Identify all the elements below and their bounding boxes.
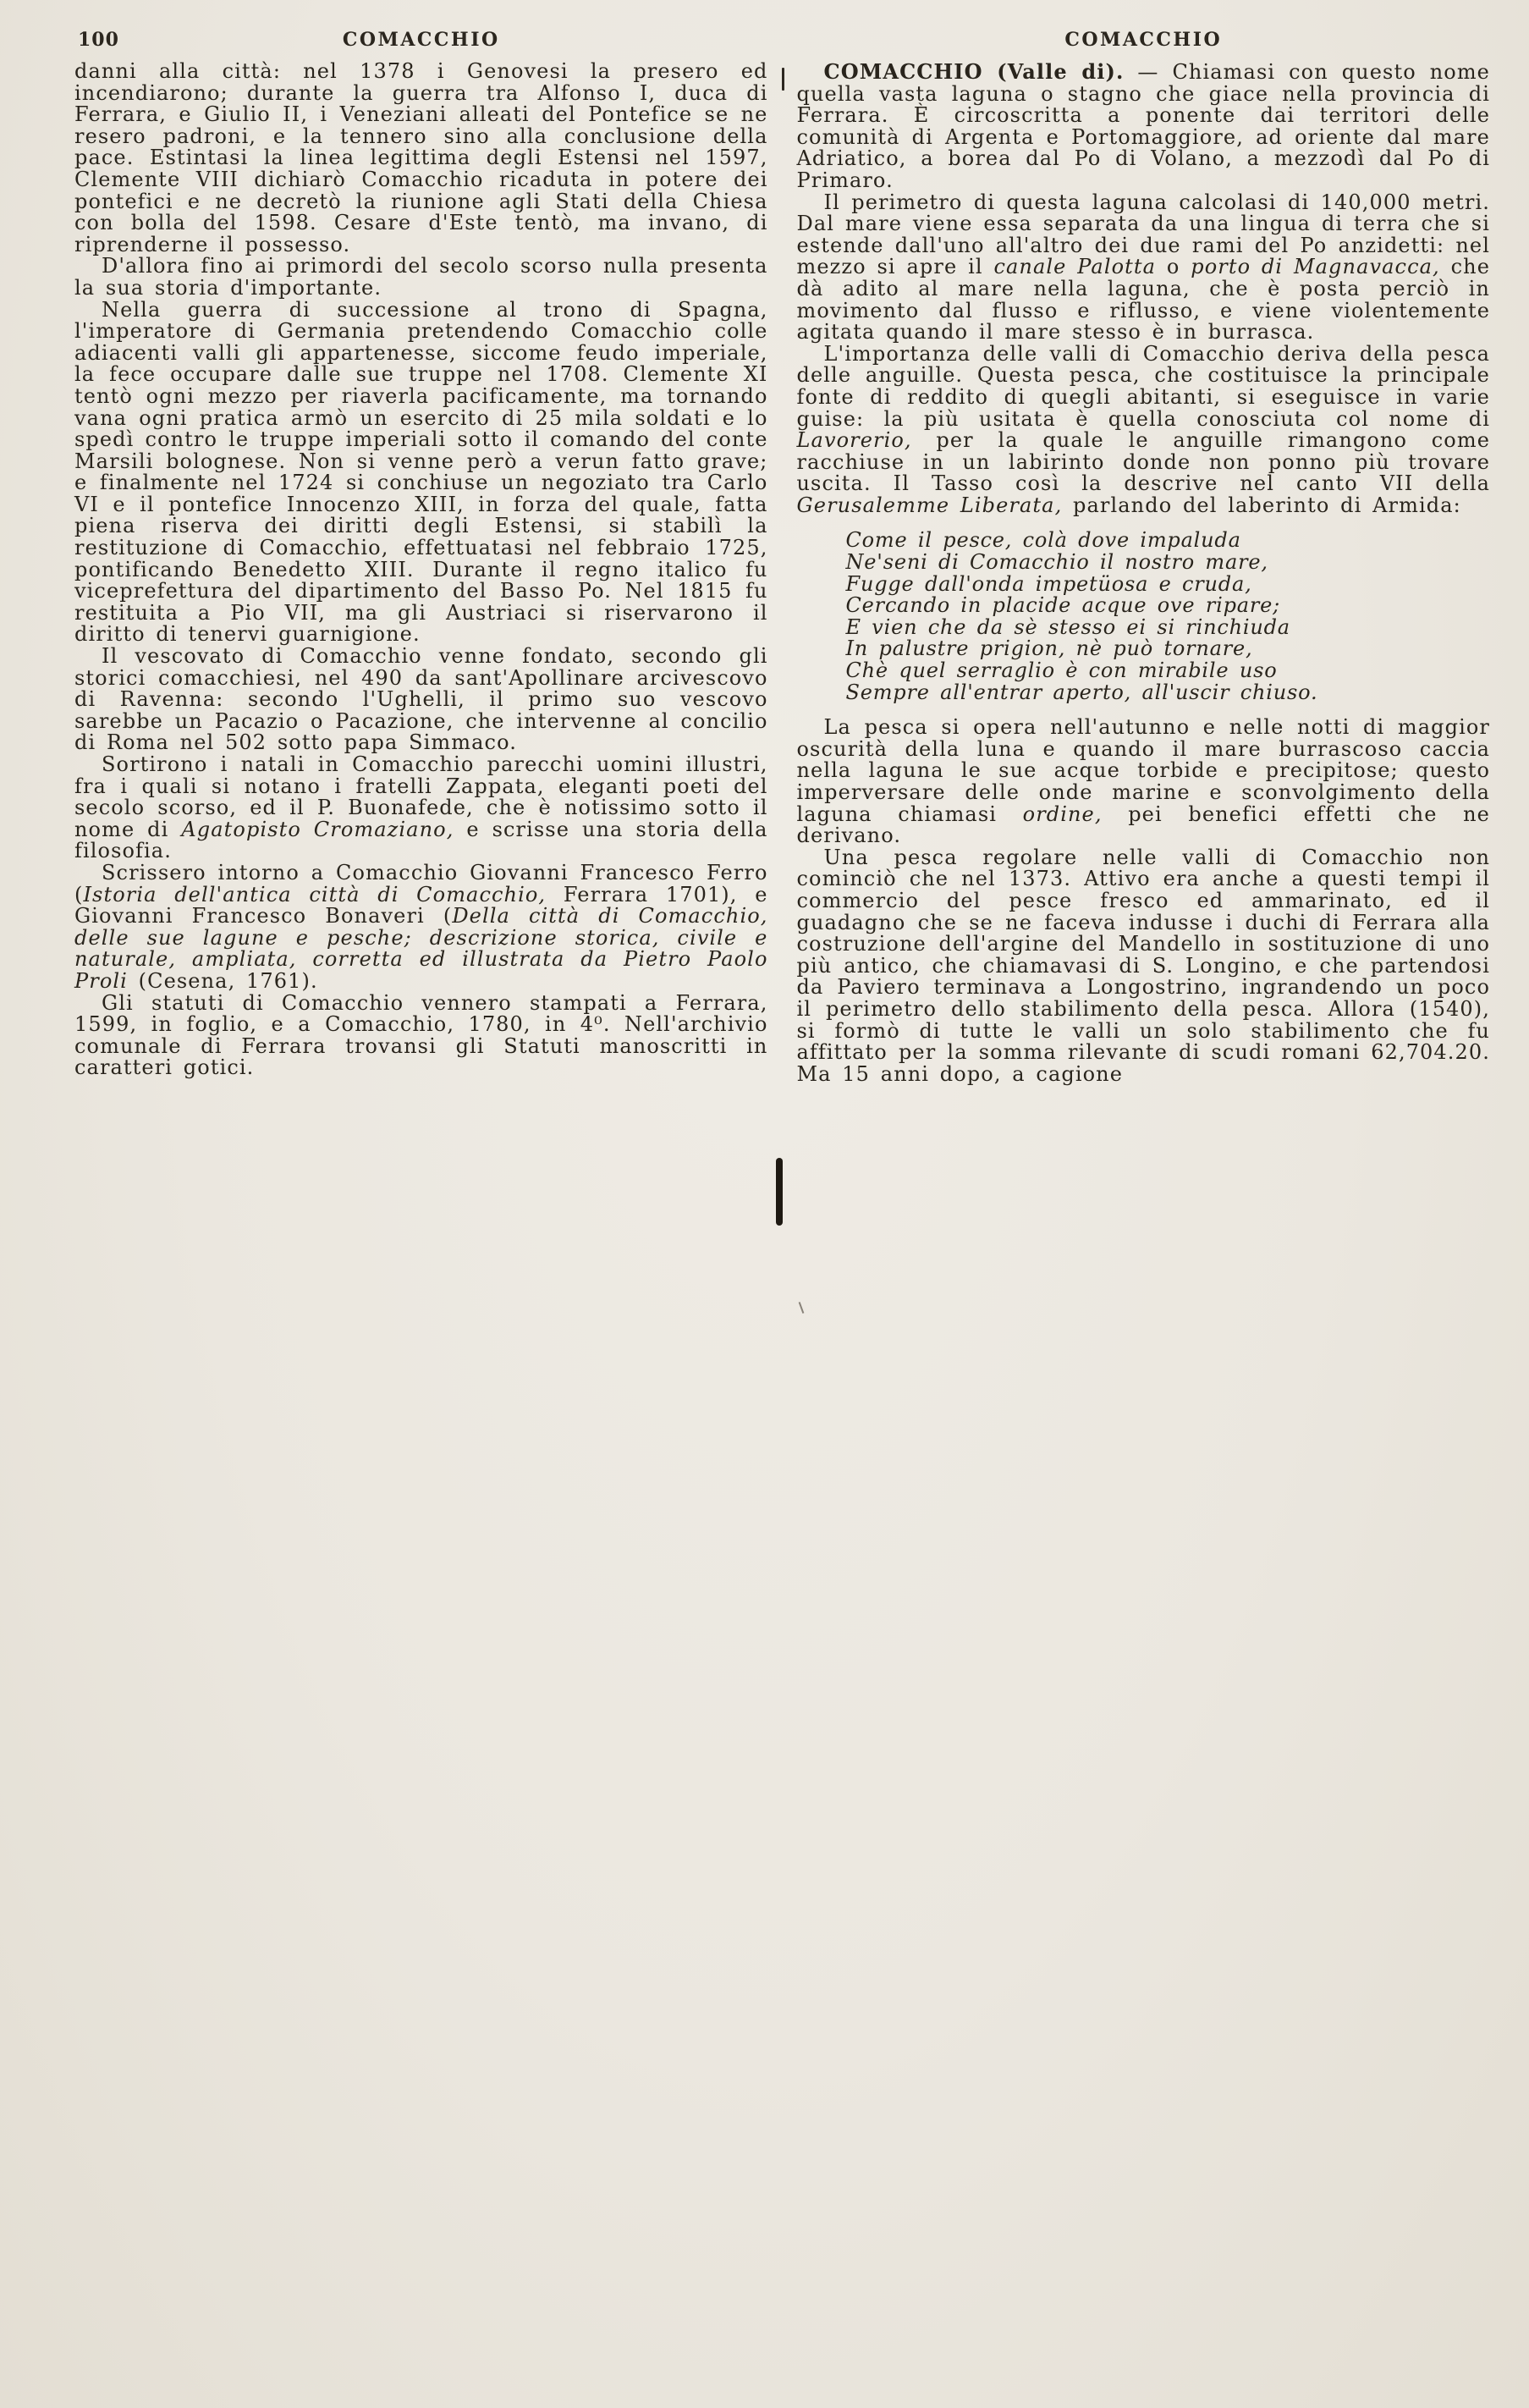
text-run: Il perimetro di questa laguna calcolasi di 140,000 metri. Dal mare viene essa separata da una lingua di terra che si estende dall'uno all'altro dei due rami del Po anzidetti: nel mezzo si apre il — [796, 190, 1490, 279]
text-run: Scrissero intorno a Comacchio Giovanni Francesco Ferro ( — [74, 860, 768, 906]
right-column — [797, 61, 1491, 1085]
paragraph — [797, 192, 1491, 344]
text-run: (Cesena, 1761). — [127, 968, 318, 993]
verse-line — [797, 682, 1491, 704]
running-title-right: COMACCHIO — [1064, 29, 1223, 51]
text-run: ordine, — [1022, 802, 1103, 826]
running-title-left: COMACCHIO — [342, 29, 500, 51]
scan-artifact-gutter-top — [782, 68, 784, 91]
verse-line — [797, 530, 1491, 552]
paragraph — [74, 297, 768, 647]
verse-line — [797, 614, 1491, 639]
verse-line — [797, 660, 1491, 682]
left-column — [74, 61, 768, 1085]
text-run: Cercando in placide acque ove ripare; — [845, 593, 1281, 618]
text-run: Ferrara 1701), e Giovanni Francesco Bonaveri ( — [74, 882, 768, 928]
text-run: La pesca si opera nell'autunno e nelle notti di maggior oscurità della luna e quando il mare burrascoso caccia nella laguna le sue acque torbide e precipitose; questo imperversare delle onde marine e sconvolgimento della laguna chiamasi — [796, 715, 1490, 826]
paragraph — [796, 341, 1491, 517]
paragraph — [74, 646, 768, 754]
running-head-right — [797, 29, 1491, 51]
text-run: Fugge dall'onda impetüosa e cruda, — [845, 571, 1252, 596]
text-run: E vien che da sè stesso ei si rinchiuda — [845, 614, 1290, 639]
text-run: o — [1156, 255, 1191, 279]
text-run: Sortirono i natali in Comacchio parecchi uomini illustri, fra i quali si notano i fratelli Zappata, eleganti poeti del secolo scorso, ed il P. Buonafede, che è notissimo sotto il nome di — [74, 752, 768, 841]
verse-line — [797, 595, 1491, 617]
running-head — [74, 29, 1490, 51]
text-run: danni alla città: nel 1378 i Genovesi la presero ed incendiarono; durante la guerra tra Alfonso I, duca di Ferrara, e Giulio II, i Veneziani alleati del Pontefice se ne resero padroni, e la tennero sino alla conclusione della pace. Estintasi la linea legittima degli Estensi nel 1597, Clemente VIII dichiarò Comacchio ricaduta in potere dei pontefici e ne decretò la riunione agli Stati della Chiesa con bolla del 1598. Cesare d'Este tentò, ma invano, di riprenderne il possesso. — [74, 59, 768, 256]
text-run: Lavorerio, — [796, 428, 912, 453]
text-run: D'allora fino ai primordi del secolo scorso nulla presenta la sua storia d'importante. — [74, 254, 768, 300]
verse-line — [797, 552, 1491, 574]
text-run: porto di Magnavacca, — [1191, 255, 1440, 279]
paragraph — [797, 717, 1491, 847]
text-run: Gerusalemme Liberata, — [796, 493, 1063, 517]
text-run: Il vescovato di Comacchio venne fondato, secondo gli storici comacchiesi, nel 490 da sant'Apollinare arcivescovo di Ravenna: secondo l'Ughelli, il primo suo vescovo sarebbe un Pacazio o Pacazione, che intervenne al concilio di Roma nel 502 sotto papa Simmaco. — [74, 644, 768, 755]
text-columns — [74, 61, 1490, 1085]
text-run: Come il pesce, colà dove impaluda — [845, 528, 1241, 553]
entry-paragraph — [797, 61, 1491, 192]
paragraph — [797, 847, 1491, 1086]
text-run: pei benefici effetti che ne derivano. — [796, 802, 1490, 848]
text-run: In palustre prigion, nè può tornare, — [845, 636, 1253, 661]
text-run: parlando del laberinto di Armida: — [1062, 493, 1461, 517]
text-run: e scrisse una storia della filosofia. — [74, 817, 768, 863]
verse-line — [797, 571, 1491, 596]
paragraph — [74, 61, 768, 256]
text-run: Sempre all'entrar aperto, all'uscir chiuso. — [845, 680, 1318, 704]
paragraph — [74, 256, 768, 299]
text-run: Istoria dell'antica città di Comacchio, — [83, 882, 547, 906]
text-run: — Chiamasi con questo nome quella vasta laguna o stagno che giace nella provincia di Ferrara. È circoscritta a ponente dai territori delle comunità di Argenta e Portomaggiore, ad oriente dal mare Adriatico, a borea dal Po di Volano, a mezzodì dal Po di Primaro. — [796, 60, 1490, 192]
text-run: Della città di Comacchio, delle sue lagune e pesche; descrizione storica, civile e naturale, ampliata, corretta ed illustrata da Pietro Paolo Proli — [74, 904, 768, 993]
text-run: che dà adito al mare nella laguna, che è posta perciò in movimento dal flusso e riflusso, e viene violentemente agitata quando il mare stesso è in burrasca. — [796, 255, 1490, 344]
text-run: per la quale le anguille rimangono come racchiuse in un labirinto donde non ponno più trovare uscita. Il Tasso così la descrive nel canto VII della — [796, 428, 1490, 496]
paragraph — [74, 862, 768, 993]
text-run: canale Palotta — [993, 255, 1157, 279]
page-number: 100 — [78, 29, 119, 51]
scan-artifact-gutter-bottom — [776, 1158, 783, 1226]
scan-artifact-speck — [799, 1302, 805, 1314]
text-run: Chè quel serraglio è con mirabile uso — [845, 658, 1278, 683]
paragraph — [74, 990, 768, 1080]
text-run: Una pesca regolare nelle valli di Comacchio non cominciò che nel 1373. Attivo era anche a questi tempi il commercio del pesce fresco ed ammarinato, ed il guadagno che se ne faceva indusse i duchi di Ferrara alla costruzione dell'argine del Mandello in sostituzione di uno più antico, che chiamavasi di S. Longino, e che partendosi da Paviero terminava a Longostrino, ingrandendo un poco il perimetro dello stabilimento della pesca. Allora (1540), si formò di tutte le valli un solo stabilimento che fu affittato per la somma rilevante di scudi romani 62,704.20. Ma 15 anni dopo, a cagione — [796, 845, 1490, 1086]
text-run: COMACCHIO (Valle di). — [823, 59, 1125, 84]
text-run: Gli statuti di Comacchio vennero stampati a Ferrara, 1599, in foglio, e a Comacchio, 1780, in 4⁰. Nell'archivio comunale di Ferrara trovansi gli Statuti manoscritti in caratteri gotici. — [74, 990, 768, 1080]
paragraph — [74, 754, 768, 862]
text-run: Agatopisto Cromaziano, — [181, 817, 454, 841]
text-run: Nella guerra di successione al trono di Spagna, l'imperatore di Germania pretendendo Comacchio colle adiacenti valli gli appartenesse, siccome feudo imperiale, la fece occupare dalle sue truppe nel 1708. Clemente XI tentò ogni mezzo per riaverla pacificamente, ma tornando vana ogni pratica armò un esercito di 25 mila soldati e lo spedì contro le truppe imperiali sotto il comando del conte Marsili bolognese. Non si venne però a verun fatto grave; e finalmente nel 1724 si conchiuse un negoziato tra Carlo VI e il pontefice Innocenzo XIII, in forza del quale, fatta piena riserva dei diritti degli Estensi, si stabilì la restituzione di Comacchio, effettuatasi nel febbraio 1725, pontificando Benedetto XIII. Durante il regno italico fu viceprefettura del dipartimento del Basso Po. Nel 1815 fu restituita a Pio VII, ma gli Austriaci si riservarono il diritto di tenervi guarnigione. — [74, 297, 768, 647]
text-run: L'importanza delle valli di Comacchio deriva della pesca delle anguille. Questa pesca, che costituisce la principale fonte di reddito di quegli abitanti, si eseguisce in varie guise: la più usitata è quella conosciuta col nome di — [796, 341, 1490, 431]
text-run: Ne'seni di Comacchio il nostro mare, — [845, 550, 1268, 575]
running-head-left — [74, 29, 768, 51]
verse-line — [797, 638, 1491, 660]
